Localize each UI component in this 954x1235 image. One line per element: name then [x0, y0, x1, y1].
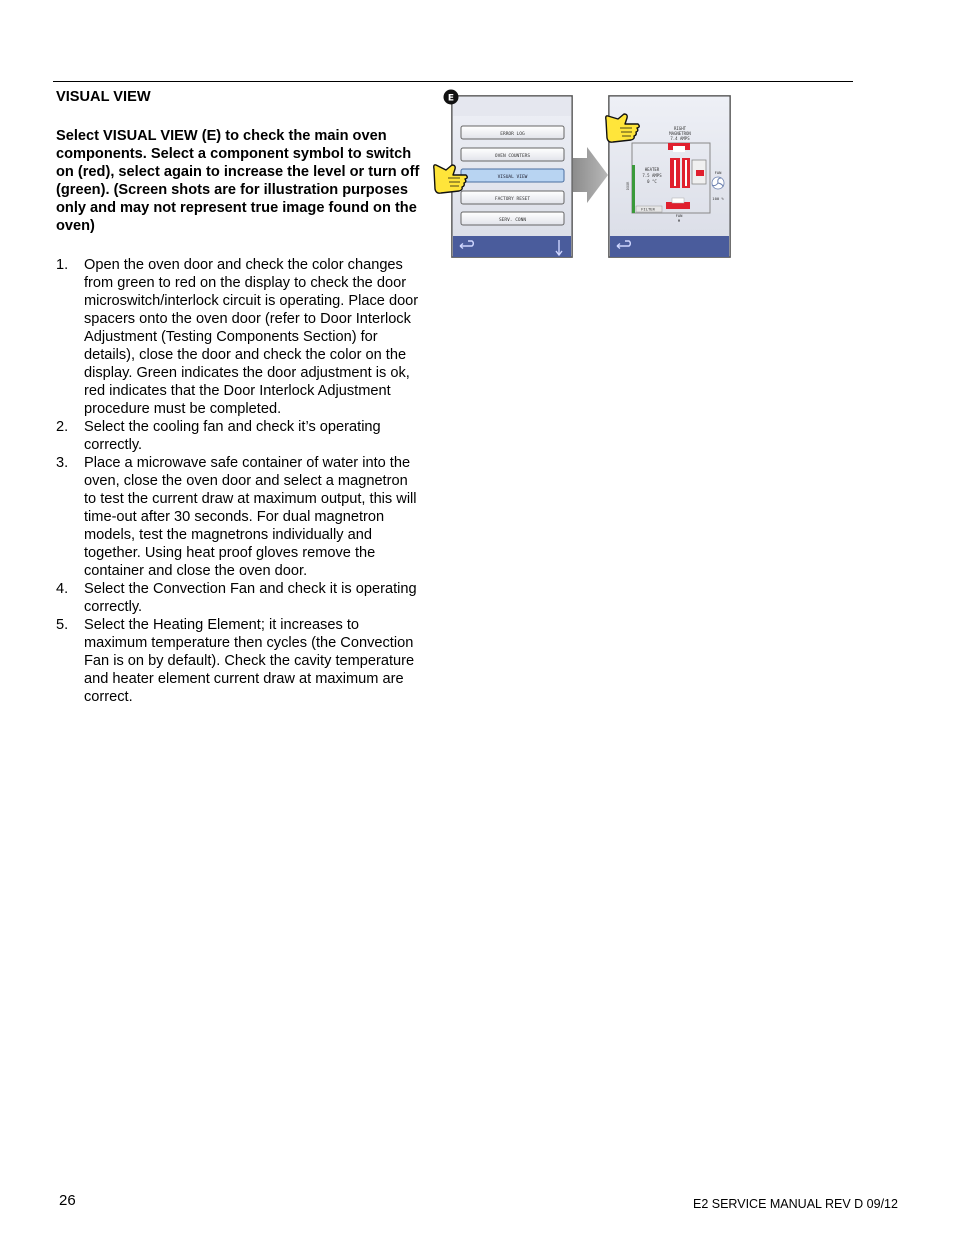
svg-text:DOOR: DOOR: [626, 181, 630, 191]
visual-screen-frame: [609, 96, 730, 257]
svg-text:FAN: FAN: [675, 213, 683, 218]
list-item: 3. Place a microwave safe container of water into the oven, close the oven door and select a magnetron to test the current draw at maximum output, this will time-out after 30 seconds. For dual magnetron models, test the magnetrons individually and together. Using heat proof gloves remove the container and close the oven door.: [56, 455, 417, 579]
svg-text:100 %: 100 %: [712, 196, 724, 201]
menu-screen: [434, 95, 573, 258]
svg-text:FILTER: FILTER: [641, 206, 655, 212]
cooling-fan-icon[interactable]: [712, 177, 724, 189]
svg-text:M: M: [677, 218, 681, 223]
svg-text:FAN: FAN: [714, 170, 722, 175]
svg-text:ERROR LOG: ERROR LOG: [500, 132, 525, 137]
svg-text:E: E: [447, 93, 455, 104]
intro-paragraph: Select VISUAL VIEW (E) to check the main oven components. Select a component symbol to switch on (red), select again to increase the level or turn off (green). (Screen shots are for illustration purposes only and may not represent true image found on the oven): [56, 128, 420, 234]
menu-button-oven-counters[interactable]: [461, 148, 564, 161]
svg-text:RIGHT: RIGHT: [673, 126, 687, 131]
list-item: 2. Select the cooling fan and check it’s operating correctly.: [56, 419, 381, 453]
page-number: 26: [59, 1192, 76, 1209]
e-badge: [444, 90, 459, 105]
svg-text:0 °C: 0 °C: [647, 179, 657, 184]
list-item: 4. Select the Convection Fan and check it is operating correctly.: [56, 581, 417, 615]
door-indicator[interactable]: [632, 165, 635, 213]
svg-text:7.5 AMPS: 7.5 AMPS: [642, 173, 662, 178]
svg-text:HEATER: HEATER: [644, 167, 660, 172]
side-magnetron[interactable]: [696, 170, 704, 176]
menu-button-error-log[interactable]: [461, 126, 564, 139]
svg-text:OVEN COUNTERS: OVEN COUNTERS: [494, 154, 531, 159]
document-footer: E2 SERVICE MANUAL REV D 09/12: [693, 1197, 898, 1211]
svg-text:MAGNETRON: MAGNETRON: [669, 131, 691, 136]
text-column: [56, 88, 422, 706]
section-heading: VISUAL VIEW: [56, 89, 151, 105]
steps-list: [56, 256, 422, 706]
list-item: 5. Select the Heating Element; it increases to maximum temperature then cycles (the Convection Fan is on by default). Check the cavity temperature and heater element current draw at maximum are correct.: [56, 617, 415, 705]
top-rule: [53, 81, 853, 82]
heater-element[interactable]: [670, 158, 690, 188]
visual-view-illustration: [430, 86, 740, 266]
menu-button-factory-reset[interactable]: [461, 191, 564, 204]
svg-text:SERV. CONN: SERV. CONN: [498, 218, 527, 223]
svg-text:FACTORY RESET: FACTORY RESET: [494, 197, 531, 202]
visual-view-screen: [606, 95, 731, 258]
menu-screen-header: [453, 97, 571, 116]
menu-button-visual-view[interactable]: [461, 169, 564, 182]
svg-text:VISUAL VIEW: VISUAL VIEW: [497, 175, 528, 180]
menu-button-serv-conn[interactable]: [461, 212, 564, 225]
list-item: 1. Open the oven door and check the color changes from green to red on the display to check the door microswitch/interlock circuit is operating. Place door spacers onto the oven door (refer to Door Interlock Adjustment (Testing Components Section) for details), close the door and check the color on the display. Green indicates the door adjustment is ok, red indicates that the Door Interlock Adjustment procedure must be completed.: [56, 257, 419, 417]
svg-text:7.4 AMPS: 7.4 AMPS: [670, 136, 690, 141]
transition-arrow-icon: [573, 147, 608, 203]
